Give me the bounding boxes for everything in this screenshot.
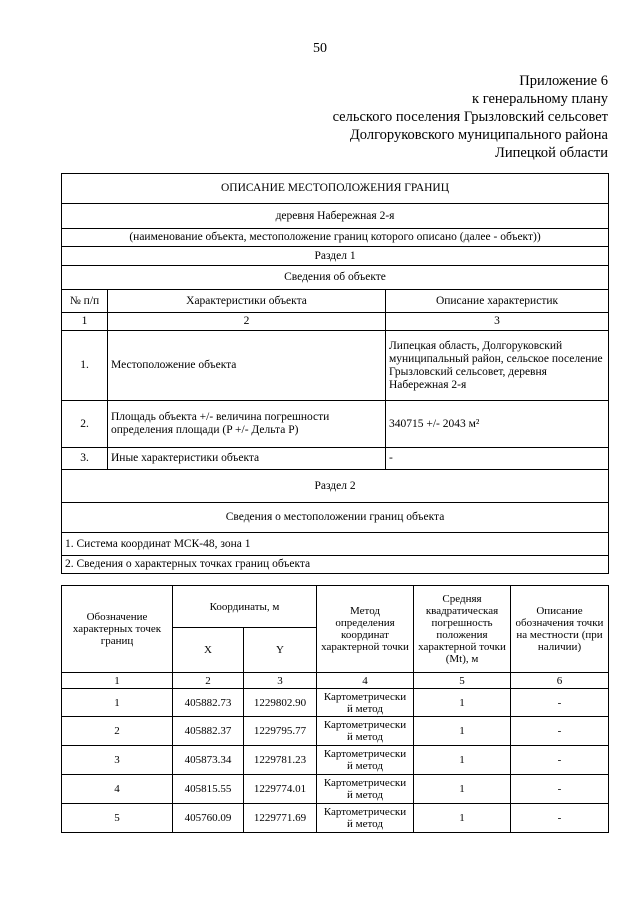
object-caption: (наименование объекта, местоположение границ которого описано (далее - объект)) xyxy=(62,229,609,247)
appendix-line: Липецкой области xyxy=(495,145,608,161)
section-2-label: Раздел 2 xyxy=(62,470,609,503)
column-number: 3 xyxy=(386,313,609,331)
header-method: Метод определения координат характерной точки xyxy=(317,586,414,673)
table-row xyxy=(62,717,609,746)
page-number: 50 xyxy=(313,41,327,56)
section-2-title: Сведения о местоположении границ объекта xyxy=(62,503,609,533)
header-y: Y xyxy=(244,628,317,673)
point-y: 1229771.69 xyxy=(244,804,317,833)
row-name: Иные характеристики объекта xyxy=(108,448,386,470)
point-error: 1 xyxy=(414,804,511,833)
point-x: 405873.34 xyxy=(173,746,244,775)
method-line: Картометрически xyxy=(323,719,407,731)
section-1-title: Сведения об объекте xyxy=(62,266,609,290)
header-error: Средняя квадратическая погрешность положения характерной точки (Mt), м xyxy=(414,586,511,673)
column-number: 5 xyxy=(414,673,511,689)
method-line: Картометрически xyxy=(323,690,407,703)
point-method xyxy=(317,689,414,717)
row-value: 340715 +/- 2043 м² xyxy=(386,401,609,448)
doc-title: ОПИСАНИЕ МЕСТОПОЛОЖЕНИЯ ГРАНИЦ xyxy=(62,174,609,204)
points-caption: 2. Сведения о характерных точках границ объекта xyxy=(62,556,609,574)
header-num: № п/п xyxy=(62,290,108,313)
table-row xyxy=(62,401,609,448)
point-x: 405882.37 xyxy=(173,717,244,746)
appendix-line: Приложение 6 xyxy=(519,73,608,89)
table-row xyxy=(62,804,609,833)
point-x: 405815.55 xyxy=(173,775,244,804)
point-y: 1229774.01 xyxy=(244,775,317,804)
point-id: 2 xyxy=(62,717,173,746)
object-info-table xyxy=(61,173,609,574)
header-point-description: Описание обозначения точки на местности (при наличии) xyxy=(511,586,609,673)
point-error: 1 xyxy=(414,746,511,775)
appendix-line: Долгоруковского муниципального района xyxy=(349,127,608,143)
point-description: - xyxy=(511,689,609,717)
appendix-line: сельского поселения Грызловский сельсовет xyxy=(332,109,608,125)
point-method xyxy=(317,804,414,833)
header-characteristics: Характеристики объекта xyxy=(108,290,386,313)
point-y: 1229802.90 xyxy=(244,689,317,717)
point-description: - xyxy=(511,717,609,746)
point-method xyxy=(317,717,414,746)
method-line: Картометрически xyxy=(323,777,407,789)
point-y: 1229781.23 xyxy=(244,746,317,775)
row-number: 1. xyxy=(62,331,108,401)
column-number: 1 xyxy=(62,313,108,331)
table-row xyxy=(62,331,609,401)
table-row xyxy=(62,448,609,470)
point-id: 3 xyxy=(62,746,173,775)
table-row xyxy=(62,775,609,804)
point-id: 4 xyxy=(62,775,173,804)
point-description: - xyxy=(511,746,609,775)
method-line: й метод xyxy=(347,731,383,743)
table-row xyxy=(62,746,609,775)
table-row xyxy=(62,689,609,717)
row-name: Площадь объекта +/- величина погрешности определения площади (P +/- Дельта P) xyxy=(108,401,386,448)
coordinate-system: 1. Система координат МСК-48, зона 1 xyxy=(62,533,609,556)
method-line: й метод xyxy=(347,818,383,830)
header-description: Описание характеристик xyxy=(386,290,609,313)
row-name: Местоположение объекта xyxy=(108,331,386,401)
column-number: 6 xyxy=(511,673,609,689)
point-id: 1 xyxy=(62,689,173,717)
point-description: - xyxy=(511,775,609,804)
header-point: Обозначение характерных точек границ xyxy=(62,586,173,673)
row-number: 3. xyxy=(62,448,108,470)
appendix-header xyxy=(333,72,608,162)
point-x: 405882.73 xyxy=(173,689,244,717)
column-number: 3 xyxy=(244,673,317,689)
column-number: 2 xyxy=(108,313,386,331)
boundary-points-table xyxy=(61,585,609,833)
point-method xyxy=(317,775,414,804)
column-number: 1 xyxy=(62,673,173,689)
method-line: Картометрически xyxy=(323,748,407,760)
row-value: Липецкая область, Долгоруковский муниципальный район, сельское поселение Грызловский сельсовет, деревня Набережная 2-я xyxy=(386,331,609,401)
method-line: й метод xyxy=(347,702,383,715)
point-error: 1 xyxy=(414,689,511,717)
column-number: 2 xyxy=(173,673,244,689)
point-x: 405760.09 xyxy=(173,804,244,833)
header-coordinates: Координаты, м xyxy=(173,586,317,628)
point-error: 1 xyxy=(414,717,511,746)
method-line: й метод xyxy=(347,760,383,772)
point-method xyxy=(317,746,414,775)
method-line: Картометрически xyxy=(323,806,407,818)
header-x: X xyxy=(173,628,244,673)
point-id: 5 xyxy=(62,804,173,833)
row-value: - xyxy=(386,448,609,470)
method-line: й метод xyxy=(347,789,383,801)
object-name: деревня Набережная 2-я xyxy=(62,204,609,229)
section-1-label: Раздел 1 xyxy=(62,247,609,266)
point-description: - xyxy=(511,804,609,833)
appendix-line: к генеральному плану xyxy=(472,91,608,107)
column-number: 4 xyxy=(317,673,414,689)
point-y: 1229795.77 xyxy=(244,717,317,746)
point-error: 1 xyxy=(414,775,511,804)
row-number: 2. xyxy=(62,401,108,448)
